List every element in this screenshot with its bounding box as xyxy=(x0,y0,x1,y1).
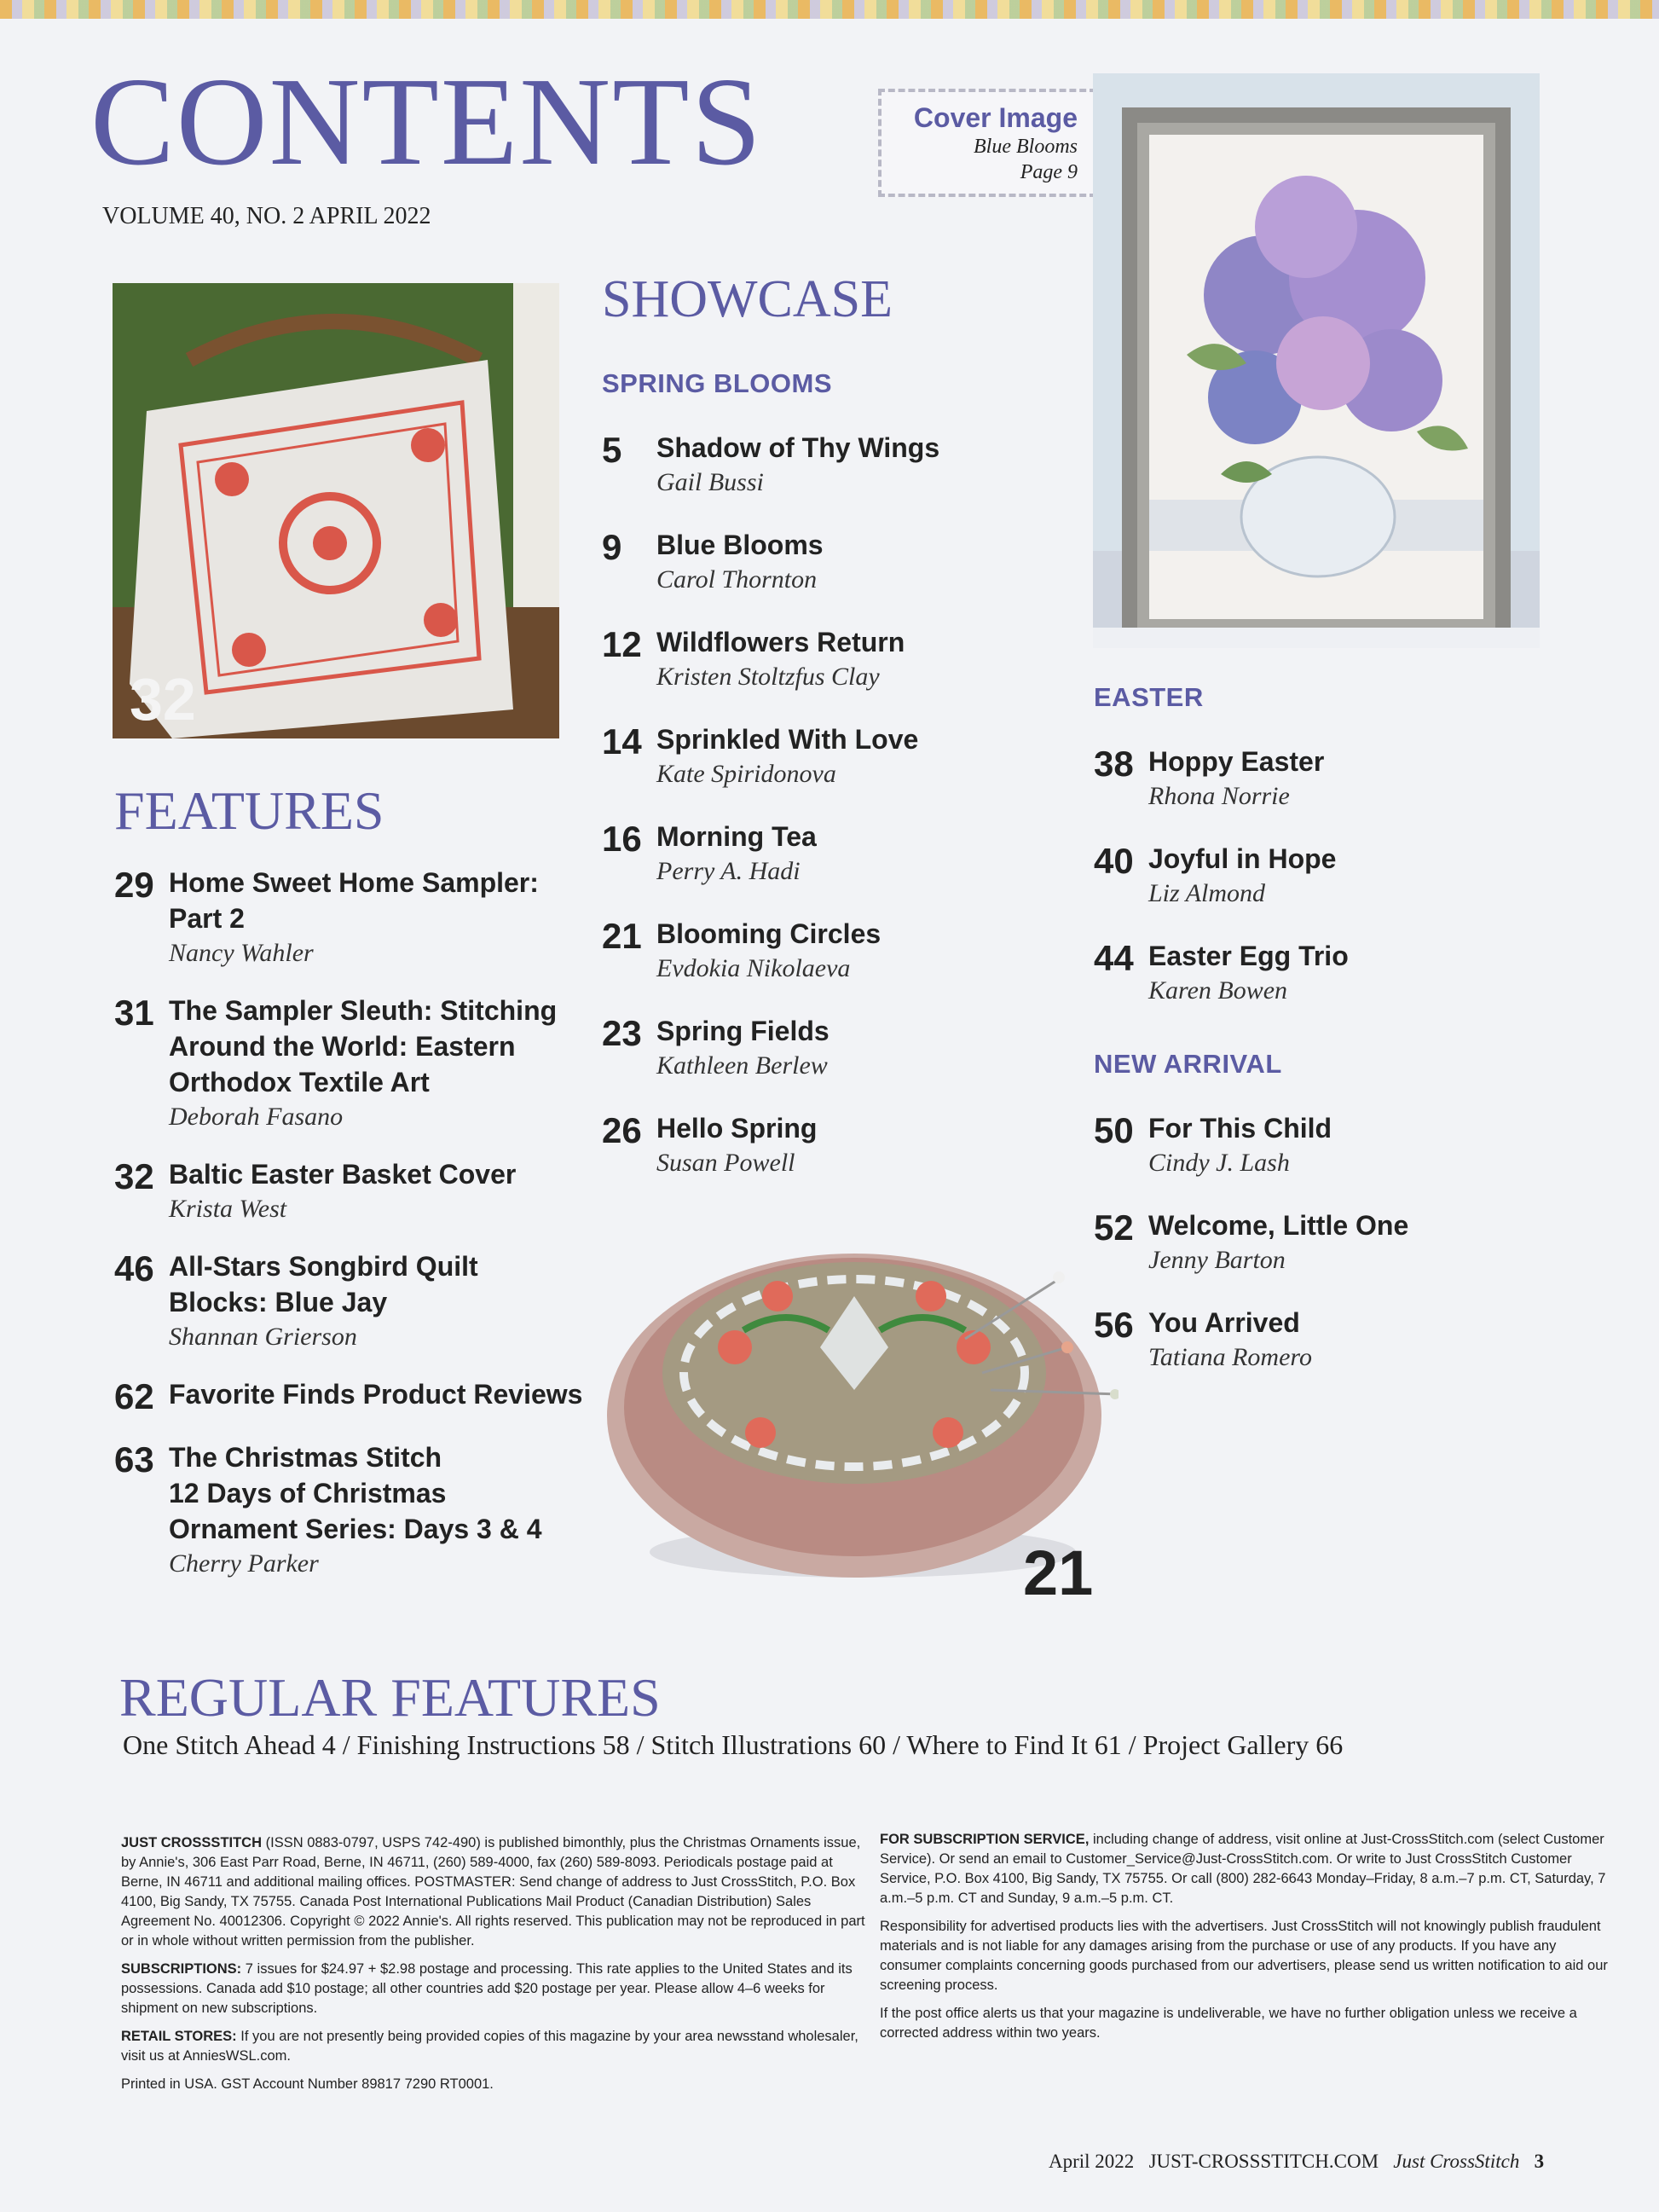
toc-entry-body xyxy=(169,1156,516,1226)
toc-entry[interactable] xyxy=(1094,744,1537,814)
toc-entry-author: Liz Almond xyxy=(1148,879,1265,907)
toc-entry-author: Gail Bussi xyxy=(656,468,764,496)
toc-entry-title: The Christmas Stitch xyxy=(169,1442,442,1473)
retail-stores-text: If you are not presently being provided copies of this magazine by your area newsstand wholesaler, visit us at AnniesWSL.com. xyxy=(121,2029,858,2064)
toc-entry[interactable] xyxy=(602,1013,1011,1083)
toc-entry-body xyxy=(656,430,939,500)
toc-entry-author: Krista West xyxy=(169,1195,287,1223)
footer-date: April 2022 xyxy=(1049,2151,1135,2172)
toc-entry-title: You Arrived xyxy=(1148,1307,1300,1338)
toc-page-number: 52 xyxy=(1094,1207,1134,1248)
toc-entry-title: Baltic Easter Basket Cover xyxy=(169,1159,517,1190)
toc-page-number: 29 xyxy=(114,865,154,905)
toc-page-number: 50 xyxy=(1094,1110,1134,1150)
toc-entry-title: Easter Egg Trio xyxy=(1148,941,1349,971)
toc-entry-title: All-Stars Songbird Quilt xyxy=(169,1251,478,1282)
toc-entry[interactable] xyxy=(602,624,1011,694)
toc-entry-author: Nancy Wahler xyxy=(169,939,314,967)
toc-page-number: 26 xyxy=(602,1110,642,1150)
publication-statement: (ISSN 0883-0797, USPS 742-490) is published bimonthly, plus the Christmas Ornaments issue, by Annie's, 306 East Parr Road, Berne, IN 46711, (260) 589-4000, fax (260) 589-8093. Periodicals postage paid at Berne, IN 46711 and additional mailing offices. POSTMASTER: Send change of address to Just CrossStitch, P.O. Box 4100, Big Sandy, TX 75755. Canada Post International Publications Mail Product (Canadian Distribution) Sales Agreement No. 40012306. Copyright © 2022 Annie's. All rights reserved. This publication may not be reproduced in part or in whole without written permission from the publisher. xyxy=(121,1835,865,1949)
toc-page-number: 40 xyxy=(1094,841,1134,881)
toc-page-number: 56 xyxy=(1094,1305,1134,1345)
toc-entry-body xyxy=(1148,1110,1332,1180)
pincushion-photo-page-number: 21 xyxy=(1023,1537,1094,1608)
subscriptions-label: SUBSCRIPTIONS: xyxy=(121,1961,242,1977)
advertiser-responsibility-text: Responsibility for advertised products lies with the advertisers. Just CrossStitch will not knowingly publish fraudulent materials and is not liable for any damages arising from the purchase or use of any products. If you have any consumer complaints concerning goods purchased from our advertisers, please send us written notification to aid our screening process. xyxy=(880,1919,1608,1993)
toc-entry-body xyxy=(169,1376,582,1417)
cover-image-box xyxy=(878,89,1096,197)
toc-page-number: 16 xyxy=(602,819,642,859)
subscriptions-text: 7 issues for $24.97 + $2.98 postage and processing. This rate applies to the United States and its possessions. Canada add $10 postage; all other countries add $20 postage per year. Please allow 4–6 weeks for shipment on new subscriptions. xyxy=(121,1961,853,2016)
spring-blooms-heading: SPRING BLOOMS xyxy=(602,368,833,398)
toc-page-number: 32 xyxy=(114,1156,154,1196)
pincushion-photo xyxy=(607,1228,1119,1586)
toc-entry-body xyxy=(656,624,905,694)
toc-entry[interactable] xyxy=(1094,1305,1537,1375)
toc-entry-title: Shadow of Thy Wings xyxy=(656,432,940,463)
new-arrival-heading: NEW ARRIVAL xyxy=(1094,1049,1282,1079)
cover-project-name: Blue Blooms xyxy=(974,136,1078,158)
showcase-heading: SHOWCASE xyxy=(602,270,893,328)
subscription-service-info xyxy=(880,1830,1609,2052)
toc-entry-title: Blooming Circles xyxy=(656,918,882,949)
decorative-top-border xyxy=(0,0,1659,19)
toc-page-number: 44 xyxy=(1094,938,1134,978)
toc-entry-body xyxy=(1148,1305,1312,1375)
subscription-service-label: FOR SUBSCRIPTION SERVICE, xyxy=(880,1832,1090,1847)
toc-entry[interactable] xyxy=(602,430,1011,500)
toc-entry-author: Kathleen Berlew xyxy=(656,1051,828,1080)
toc-entry-title: Hoppy Easter xyxy=(1148,746,1325,777)
toc-entry-title: Morning Tea xyxy=(656,821,817,852)
toc-entry-author: Kristen Stoltzfus Clay xyxy=(656,663,880,691)
toc-page-number: 63 xyxy=(114,1439,154,1479)
toc-entry-title: Home Sweet Home Sampler: xyxy=(169,867,539,898)
toc-entry[interactable] xyxy=(602,916,1011,986)
toc-entry[interactable] xyxy=(114,1376,592,1417)
toc-entry[interactable] xyxy=(602,527,1011,597)
toc-entry[interactable] xyxy=(114,1248,592,1354)
toc-entry-author: Evdokia Nikolaeva xyxy=(656,954,851,982)
toc-entry-body xyxy=(656,527,824,597)
blue-blooms-photo xyxy=(1093,73,1540,648)
toc-entry-body xyxy=(656,819,817,889)
toc-page-number: 62 xyxy=(114,1376,154,1416)
toc-entry-body xyxy=(656,721,918,791)
toc-page-number: 23 xyxy=(602,1013,642,1053)
toc-entry-title: 12 Days of Christmas xyxy=(169,1478,447,1508)
toc-entry-title: Blocks: Blue Jay xyxy=(169,1287,388,1317)
toc-entry-author: Rhona Norrie xyxy=(1148,782,1290,810)
regular-features-list: One Stitch Ahead 4 / Finishing Instructions 58 / Stitch Illustrations 60 / Where to Find It 61 / Project Gallery 66 xyxy=(123,1729,1344,1760)
retail-stores-label: RETAIL STORES: xyxy=(121,2029,237,2044)
features-heading: FEATURES xyxy=(114,780,384,841)
toc-entry-author: Cherry Parker xyxy=(169,1549,319,1578)
toc-entry-title: Favorite Finds Product Reviews xyxy=(169,1379,583,1410)
basket-photo-page-number: 32 xyxy=(130,666,196,733)
easter-heading: EASTER xyxy=(1094,682,1204,712)
toc-entry-author: Tatiana Romero xyxy=(1148,1343,1312,1371)
toc-entry[interactable] xyxy=(602,721,1011,791)
page-footer xyxy=(1049,2151,1544,2173)
toc-entry-title: Ornament Series: Days 3 & 4 xyxy=(169,1514,542,1544)
volume-issue: VOLUME 40, NO. 2 APRIL 2022 xyxy=(102,203,431,229)
toc-entry-body xyxy=(1148,744,1324,814)
new-arrival-list xyxy=(1094,1110,1537,1402)
toc-page-number: 12 xyxy=(602,624,642,664)
toc-entry[interactable] xyxy=(114,993,592,1134)
printed-in-text: Printed in USA. GST Account Number 89817 7290 RT0001. xyxy=(121,2076,494,2092)
cover-page-ref: Page 9 xyxy=(1020,161,1078,183)
toc-entry-title: Blue Blooms xyxy=(656,530,824,560)
toc-page-number: 46 xyxy=(114,1248,154,1288)
toc-entry-author: Karen Bowen xyxy=(1148,976,1288,1005)
toc-entry-author: Carol Thornton xyxy=(656,565,818,594)
toc-entry-title: Hello Spring xyxy=(656,1113,818,1144)
toc-page-number: 14 xyxy=(602,721,642,761)
toc-page-number: 38 xyxy=(1094,744,1134,784)
toc-entry[interactable] xyxy=(1094,1207,1537,1277)
toc-entry[interactable] xyxy=(1094,1110,1537,1180)
subscription-service-text: including change of address, visit online at Just-CrossStitch.com (select Customer Service). Or send an email to Customer_Service@Just-CrossStitch.com. Or write to Just CrossStitch Customer Service, P.O. Box 4100, Big Sandy, TX 75755. Or call (800) 282-6643 Monday–Friday, 8 a.m.–7 p.m. CT, Saturday, 7 a.m.–5 p.m. CT and Sunday, 9 a.m.–5 p.m. CT. xyxy=(880,1832,1606,1906)
toc-entry-title: Part 2 xyxy=(169,903,245,934)
regular-features-heading: REGULAR FEATURES xyxy=(119,1667,661,1728)
toc-entry-title: Orthodox Textile Art xyxy=(169,1067,430,1097)
toc-entry-author: Shannan Grierson xyxy=(169,1323,357,1351)
footer-page-number: 3 xyxy=(1534,2151,1545,2172)
toc-entry-body xyxy=(656,1110,817,1180)
toc-entry-title: Joyful in Hope xyxy=(1148,843,1337,874)
toc-entry-title: The Sampler Sleuth: Stitching xyxy=(169,995,558,1026)
undeliverable-notice-text: If the post office alerts us that your magazine is undeliverable, we have no further obligation unless we receive a corrected address within two years. xyxy=(880,2006,1577,2041)
cover-image-heading: Cover Image xyxy=(913,102,1078,133)
toc-entry-body xyxy=(169,1439,542,1581)
toc-entry-body xyxy=(169,1248,478,1354)
spring-blooms-list xyxy=(602,430,1011,1207)
toc-entry-title: Welcome, Little One xyxy=(1148,1210,1409,1241)
toc-entry-title: Spring Fields xyxy=(656,1016,830,1046)
toc-entry[interactable] xyxy=(602,1110,1011,1180)
toc-entry-body xyxy=(1148,841,1336,911)
toc-entry[interactable] xyxy=(1094,841,1537,911)
toc-page-number: 21 xyxy=(602,916,642,956)
page-title: CONTENTS xyxy=(90,52,763,192)
toc-entry-body xyxy=(656,1013,830,1083)
toc-entry-body xyxy=(1148,938,1349,1008)
toc-entry[interactable] xyxy=(1094,938,1537,1008)
toc-page-number: 5 xyxy=(602,430,622,470)
toc-entry-body xyxy=(169,865,539,970)
toc-entry-author: Cindy J. Lash xyxy=(1148,1149,1290,1177)
toc-entry-author: Susan Powell xyxy=(656,1149,795,1177)
publication-name: JUST CROSSSTITCH xyxy=(121,1835,263,1850)
toc-entry-body xyxy=(656,916,881,986)
toc-entry[interactable] xyxy=(114,865,592,970)
toc-entry-author: Perry A. Hadi xyxy=(656,857,801,885)
toc-entry[interactable] xyxy=(114,1156,592,1226)
publication-info xyxy=(121,1833,871,2103)
toc-entry[interactable] xyxy=(114,1439,592,1581)
toc-entry-body xyxy=(169,993,557,1134)
toc-entry-author: Jenny Barton xyxy=(1148,1246,1286,1274)
toc-entry-title: Around the World: Eastern xyxy=(169,1031,516,1062)
toc-page-number: 9 xyxy=(602,527,622,567)
footer-website: JUST-CROSSSTITCH.COM xyxy=(1148,2151,1379,2172)
toc-entry-author: Deborah Fasano xyxy=(169,1103,344,1131)
toc-entry-title: Sprinkled With Love xyxy=(656,724,919,755)
toc-entry-title: For This Child xyxy=(1148,1113,1332,1144)
footer-magazine-name: Just CrossStitch xyxy=(1393,2151,1520,2172)
toc-entry[interactable] xyxy=(602,819,1011,889)
toc-entry-title: Wildflowers Return xyxy=(656,627,905,657)
features-list xyxy=(114,865,592,1603)
easter-list xyxy=(1094,744,1537,1035)
toc-page-number: 31 xyxy=(114,993,154,1033)
toc-entry-body xyxy=(1148,1207,1408,1277)
toc-entry-author: Kate Spiridonova xyxy=(656,760,836,788)
